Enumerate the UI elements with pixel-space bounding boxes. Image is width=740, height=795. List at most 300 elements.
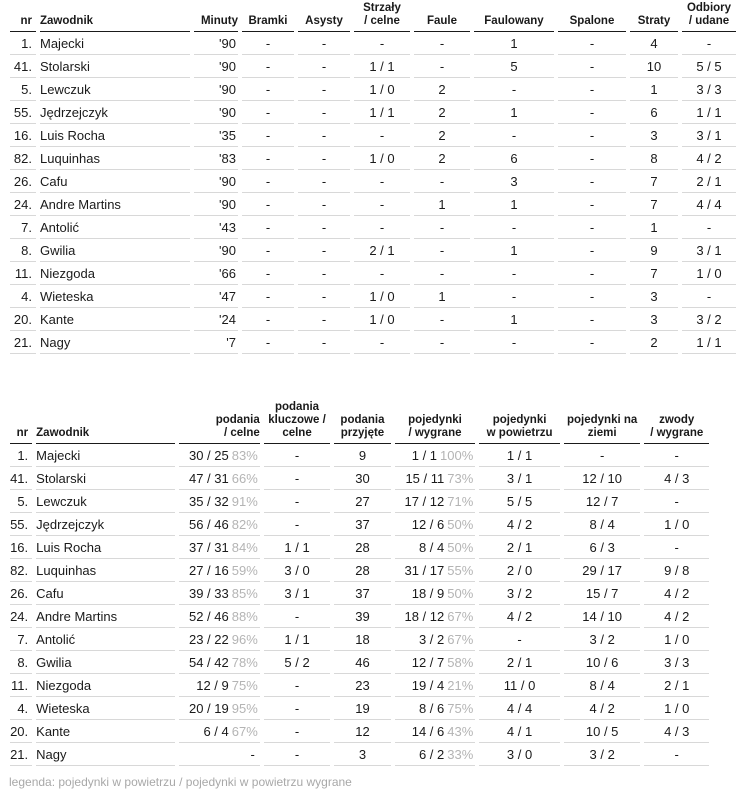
cell-player-name: Cafu (40, 170, 190, 193)
passes-value: 47 / 31 (188, 470, 229, 486)
table-header-row (10, 401, 709, 444)
cell-duels (395, 536, 476, 559)
cell-nr: 7. (10, 628, 32, 651)
cell-duels (395, 743, 476, 766)
header-recoveries (682, 2, 736, 32)
cell-goals: - (242, 331, 294, 354)
cell-player-name: Kante (40, 308, 190, 331)
legend-note: legenda: pojedynki w powietrzu / pojedynki w powietrzu wygrane (9, 775, 352, 789)
cell-fouls: 2 (414, 124, 470, 147)
cell-offsides: - (558, 239, 626, 262)
table-row (10, 513, 709, 536)
cell-player-name: Nagy (40, 331, 190, 354)
cell-duels (395, 697, 476, 720)
cell-goals: - (242, 308, 294, 331)
cell-fouls: 2 (414, 101, 470, 124)
cell-offsides: - (558, 170, 626, 193)
header-duels-line1: pojedynki (408, 414, 462, 426)
cell-key-passes: 3 / 0 (264, 559, 330, 582)
cell-fouls: - (414, 239, 470, 262)
table-row (10, 674, 709, 697)
cell-recoveries: 4 / 2 (682, 147, 736, 170)
cell-received: 37 (334, 513, 390, 536)
duels-percent: 100% (440, 447, 474, 463)
cell-losses: 6 (630, 101, 678, 124)
cell-shots: 2 / 1 (354, 239, 410, 262)
cell-duels (395, 720, 476, 743)
cell-shots: - (354, 32, 410, 55)
header-key-line2: kluczowe / (268, 414, 326, 426)
cell-nr: 1. (10, 32, 36, 55)
cell-recoveries: 1 / 1 (682, 101, 736, 124)
cell-goals: - (242, 285, 294, 308)
cell-duels (395, 513, 476, 536)
cell-key-passes: 3 / 1 (264, 582, 330, 605)
cell-offsides: - (558, 32, 626, 55)
cell-ground-duels: - (564, 444, 641, 467)
table-row (10, 720, 709, 743)
cell-received: 23 (334, 674, 390, 697)
cell-passes (179, 720, 260, 743)
passes-percent: 84% (231, 539, 258, 555)
cell-goals: - (242, 32, 294, 55)
cell-player-name: Lewczuk (36, 490, 175, 513)
cell-shots: - (354, 124, 410, 147)
table-row (10, 331, 736, 354)
cell-ground-duels: 12 / 10 (564, 467, 641, 490)
cell-key-passes: - (264, 605, 330, 628)
cell-passes (179, 582, 260, 605)
cell-minutes: '90 (194, 101, 238, 124)
passes-value: 30 / 25 (188, 447, 229, 463)
duels-percent: 55% (447, 562, 474, 578)
cell-fouls: 1 (414, 285, 470, 308)
cell-dribbles: 1 / 0 (644, 697, 709, 720)
cell-nr: 20. (10, 308, 36, 331)
cell-fouls: - (414, 216, 470, 239)
cell-nr: 8. (10, 239, 36, 262)
cell-fouled: - (474, 124, 554, 147)
cell-assists: - (298, 32, 350, 55)
cell-player-name: Gwilia (40, 239, 190, 262)
cell-player-name: Antolić (36, 628, 175, 651)
cell-ground-duels: 10 / 5 (564, 720, 641, 743)
passes-percent: 75% (231, 677, 258, 693)
duels-value: 15 / 11 (405, 470, 445, 486)
cell-player-name: Andre Martins (36, 605, 175, 628)
table-row (10, 536, 709, 559)
passes-percent: 96% (231, 631, 258, 647)
cell-nr: 16. (10, 124, 36, 147)
header-air-duels (479, 401, 560, 444)
passes-percent: 59% (231, 562, 258, 578)
cell-duels (395, 628, 476, 651)
cell-offsides: - (558, 147, 626, 170)
cell-offsides: - (558, 285, 626, 308)
cell-nr: 82. (10, 559, 32, 582)
passes-percent: 83% (231, 447, 258, 463)
duels-value: 31 / 17 (404, 562, 445, 578)
cell-ground-duels: 29 / 17 (564, 559, 641, 582)
cell-air-duels: 4 / 1 (479, 720, 560, 743)
table-row (10, 101, 736, 124)
passes-value: 20 / 19 (188, 700, 229, 716)
cell-player-name: Lewczuk (40, 78, 190, 101)
duels-value: 8 / 6 (418, 700, 445, 716)
cell-recoveries: 4 / 4 (682, 193, 736, 216)
header-minutes: Minuty (194, 2, 238, 32)
cell-player-name: Luis Rocha (40, 124, 190, 147)
cell-air-duels: 3 / 2 (479, 582, 560, 605)
table-row (10, 78, 736, 101)
header-passes (179, 401, 260, 444)
cell-nr: 26. (10, 170, 36, 193)
cell-assists: - (298, 78, 350, 101)
cell-fouls: - (414, 32, 470, 55)
table-row (10, 467, 709, 490)
cell-air-duels: 5 / 5 (479, 490, 560, 513)
cell-player-name: Niezgoda (36, 674, 175, 697)
cell-air-duels: 4 / 2 (479, 605, 560, 628)
passes-percent: 88% (231, 608, 258, 624)
duels-value: 6 / 2 (418, 746, 445, 762)
cell-fouled: 1 (474, 32, 554, 55)
cell-nr: 1. (10, 444, 32, 467)
cell-player-name: Majecki (40, 32, 190, 55)
header-received (334, 401, 390, 444)
cell-dribbles: 2 / 1 (644, 674, 709, 697)
cell-player-name: Luquinhas (40, 147, 190, 170)
cell-assists: - (298, 124, 350, 147)
cell-player-name: Cafu (36, 582, 175, 605)
header-shots-line1: Strzały (363, 2, 401, 14)
cell-losses: 9 (630, 239, 678, 262)
cell-dribbles: 3 / 3 (644, 651, 709, 674)
passes-percent: 95% (231, 700, 258, 716)
cell-passes (179, 674, 260, 697)
cell-air-duels: 2 / 1 (479, 651, 560, 674)
cell-received: 46 (334, 651, 390, 674)
cell-air-duels: - (479, 628, 560, 651)
cell-offsides: - (558, 193, 626, 216)
cell-fouled: - (474, 262, 554, 285)
cell-dribbles: 1 / 0 (644, 513, 709, 536)
header-ground-line1: pojedynki na (567, 414, 638, 426)
cell-minutes: '7 (194, 331, 238, 354)
cell-nr: 5. (10, 78, 36, 101)
table-row (10, 147, 736, 170)
header-dribbles (644, 401, 709, 444)
cell-shots: 1 / 0 (354, 285, 410, 308)
cell-duels (395, 582, 476, 605)
cell-minutes: '90 (194, 239, 238, 262)
cell-assists: - (298, 285, 350, 308)
cell-nr: 82. (10, 147, 36, 170)
cell-nr: 24. (10, 193, 36, 216)
passes-percent: 85% (231, 585, 258, 601)
cell-key-passes: 1 / 1 (264, 536, 330, 559)
cell-nr: 24. (10, 605, 32, 628)
duels-value: 1 / 1 (411, 447, 438, 463)
cell-recoveries: 2 / 1 (682, 170, 736, 193)
cell-duels (395, 674, 476, 697)
cell-losses: 3 (630, 124, 678, 147)
cell-dribbles: - (644, 536, 709, 559)
duels-value: 12 / 6 (411, 516, 445, 532)
cell-recoveries: 3 / 1 (682, 239, 736, 262)
cell-recoveries: 3 / 3 (682, 78, 736, 101)
cell-air-duels: 3 / 0 (479, 743, 560, 766)
cell-key-passes: - (264, 674, 330, 697)
duels-percent: 50% (447, 585, 474, 601)
duels-value: 12 / 7 (411, 654, 445, 670)
header-ground-line2: ziemi (587, 427, 617, 439)
cell-key-passes: - (264, 513, 330, 536)
cell-goals: - (242, 170, 294, 193)
cell-assists: - (298, 308, 350, 331)
duels-value: 3 / 2 (418, 631, 445, 647)
table-row (10, 32, 736, 55)
cell-player-name: Niezgoda (40, 262, 190, 285)
cell-recoveries: - (682, 216, 736, 239)
cell-fouled: 6 (474, 147, 554, 170)
cell-minutes: '90 (194, 170, 238, 193)
cell-received: 28 (334, 559, 390, 582)
cell-dribbles: 4 / 3 (644, 467, 709, 490)
cell-nr: 7. (10, 216, 36, 239)
cell-losses: 8 (630, 147, 678, 170)
cell-dribbles: 1 / 0 (644, 628, 709, 651)
cell-duels (395, 605, 476, 628)
cell-losses: 3 (630, 285, 678, 308)
cell-key-passes: 5 / 2 (264, 651, 330, 674)
duels-value: 18 / 9 (411, 585, 445, 601)
cell-fouls: 2 (414, 78, 470, 101)
table-row (10, 490, 709, 513)
cell-minutes: '90 (194, 78, 238, 101)
header-dribbles-line2: / wygrane (650, 427, 704, 439)
header-goals: Bramki (242, 2, 294, 32)
passes-value: 23 / 22 (188, 631, 229, 647)
cell-received: 19 (334, 697, 390, 720)
cell-fouls: - (414, 308, 470, 331)
cell-player-name: Luis Rocha (36, 536, 175, 559)
duels-percent: 75% (447, 700, 474, 716)
cell-duels (395, 444, 476, 467)
cell-air-duels: 2 / 0 (479, 559, 560, 582)
cell-recoveries: - (682, 285, 736, 308)
cell-minutes: '47 (194, 285, 238, 308)
duels-value: 14 / 6 (411, 723, 445, 739)
cell-player-name: Andre Martins (40, 193, 190, 216)
cell-passes (179, 605, 260, 628)
duels-percent: 43% (447, 723, 474, 739)
duels-percent: 33% (447, 746, 474, 762)
cell-recoveries: 3 / 1 (682, 124, 736, 147)
cell-shots: - (354, 331, 410, 354)
cell-key-passes: - (264, 490, 330, 513)
cell-nr: 26. (10, 582, 32, 605)
table-row (10, 743, 709, 766)
table-row (10, 697, 709, 720)
cell-duels (395, 651, 476, 674)
cell-received: 12 (334, 720, 390, 743)
cell-dribbles: 4 / 3 (644, 720, 709, 743)
table-row (10, 605, 709, 628)
header-received-line1: podania (340, 414, 385, 426)
header-offsides: Spalone (558, 2, 626, 32)
cell-offsides: - (558, 124, 626, 147)
player-stats-table-2 (6, 401, 713, 766)
cell-key-passes: - (264, 444, 330, 467)
cell-losses: 7 (630, 193, 678, 216)
cell-nr: 41. (10, 55, 36, 78)
cell-fouls: 2 (414, 147, 470, 170)
cell-nr: 55. (10, 513, 32, 536)
cell-duels (395, 490, 476, 513)
cell-player-name: Kante (36, 720, 175, 743)
cell-received: 27 (334, 490, 390, 513)
cell-assists: - (298, 101, 350, 124)
header-dribbles-line1: zwody (659, 414, 695, 426)
cell-nr: 21. (10, 743, 32, 766)
header-passes-line1: podania (215, 414, 260, 426)
cell-assists: - (298, 262, 350, 285)
cell-fouled: - (474, 331, 554, 354)
cell-offsides: - (558, 101, 626, 124)
table-row (10, 285, 736, 308)
cell-dribbles: - (644, 490, 709, 513)
header-ground-duels (564, 401, 641, 444)
cell-duels (395, 467, 476, 490)
cell-nr: 5. (10, 490, 32, 513)
cell-recoveries: 3 / 2 (682, 308, 736, 331)
duels-percent: 73% (447, 470, 474, 486)
cell-minutes: '24 (194, 308, 238, 331)
cell-key-passes: - (264, 697, 330, 720)
cell-minutes: '90 (194, 55, 238, 78)
cell-offsides: - (558, 262, 626, 285)
cell-offsides: - (558, 78, 626, 101)
duels-percent: 67% (447, 631, 474, 647)
cell-passes (179, 513, 260, 536)
passes-value: 35 / 32 (188, 493, 229, 509)
cell-player-name: Antolić (40, 216, 190, 239)
cell-ground-duels: 8 / 4 (564, 513, 641, 536)
duels-percent: 58% (447, 654, 474, 670)
cell-offsides: - (558, 216, 626, 239)
cell-fouls: - (414, 262, 470, 285)
cell-key-passes: - (264, 720, 330, 743)
header-key-line3: celne (282, 427, 312, 439)
cell-offsides: - (558, 55, 626, 78)
cell-minutes: '90 (194, 193, 238, 216)
cell-goals: - (242, 239, 294, 262)
cell-losses: 2 (630, 331, 678, 354)
cell-goals: - (242, 55, 294, 78)
passes-value: 39 / 33 (188, 585, 229, 601)
cell-shots: 1 / 0 (354, 308, 410, 331)
cell-nr: 16. (10, 536, 32, 559)
cell-goals: - (242, 101, 294, 124)
cell-passes (179, 651, 260, 674)
passes-value: 52 / 46 (188, 608, 229, 624)
duels-percent: 67% (447, 608, 474, 624)
table-row (10, 651, 709, 674)
cell-player-name: Wieteska (36, 697, 175, 720)
header-recoveries-line2: / udane (688, 15, 730, 27)
cell-player-name: Jędrzejczyk (36, 513, 175, 536)
cell-passes (179, 559, 260, 582)
cell-received: 28 (334, 536, 390, 559)
table-header-row (10, 2, 736, 32)
cell-shots: - (354, 193, 410, 216)
cell-ground-duels: 12 / 7 (564, 490, 641, 513)
cell-passes (179, 467, 260, 490)
cell-player-name: Jędrzejczyk (40, 101, 190, 124)
header-air-line2: w powietrzu (486, 427, 553, 439)
player-stats-table-1 (6, 2, 740, 354)
passes-percent: 78% (231, 654, 258, 670)
cell-losses: 7 (630, 262, 678, 285)
duels-value: 19 / 4 (411, 677, 445, 693)
header-fouled: Faulowany (474, 2, 554, 32)
cell-losses: 1 (630, 216, 678, 239)
duels-percent: 21% (447, 677, 474, 693)
cell-losses: 7 (630, 170, 678, 193)
cell-recoveries: 5 / 5 (682, 55, 736, 78)
header-passes-line2: / celne (223, 427, 260, 439)
cell-ground-duels: 4 / 2 (564, 697, 641, 720)
cell-shots: - (354, 262, 410, 285)
cell-goals: - (242, 262, 294, 285)
passes-value: 27 / 16 (188, 562, 229, 578)
cell-losses: 1 (630, 78, 678, 101)
cell-dribbles: - (644, 743, 709, 766)
cell-goals: - (242, 124, 294, 147)
duels-value: 17 / 12 (404, 493, 445, 509)
passes-percent: 67% (231, 723, 258, 739)
cell-goals: - (242, 78, 294, 101)
table-row (10, 239, 736, 262)
table-row (10, 559, 709, 582)
passes-value: 54 / 42 (188, 654, 229, 670)
passes-value: 37 / 31 (188, 539, 229, 555)
cell-fouls: 1 (414, 193, 470, 216)
passes-percent: 82% (231, 516, 258, 532)
cell-assists: - (298, 147, 350, 170)
cell-received: 30 (334, 467, 390, 490)
table-row (10, 628, 709, 651)
header-fouls: Faule (414, 2, 470, 32)
cell-ground-duels: 8 / 4 (564, 674, 641, 697)
cell-recoveries: - (682, 32, 736, 55)
cell-ground-duels: 3 / 2 (564, 628, 641, 651)
cell-nr: 41. (10, 467, 32, 490)
cell-air-duels: 1 / 1 (479, 444, 560, 467)
cell-ground-duels: 6 / 3 (564, 536, 641, 559)
cell-passes (179, 490, 260, 513)
header-received-line2: przyjęte (340, 427, 385, 439)
header-player: Zawodnik (36, 401, 175, 444)
passes-value: - (250, 746, 255, 762)
cell-received: 39 (334, 605, 390, 628)
table-row (10, 308, 736, 331)
cell-nr: 11. (10, 262, 36, 285)
cell-fouled: 1 (474, 193, 554, 216)
cell-assists: - (298, 239, 350, 262)
cell-minutes: '35 (194, 124, 238, 147)
